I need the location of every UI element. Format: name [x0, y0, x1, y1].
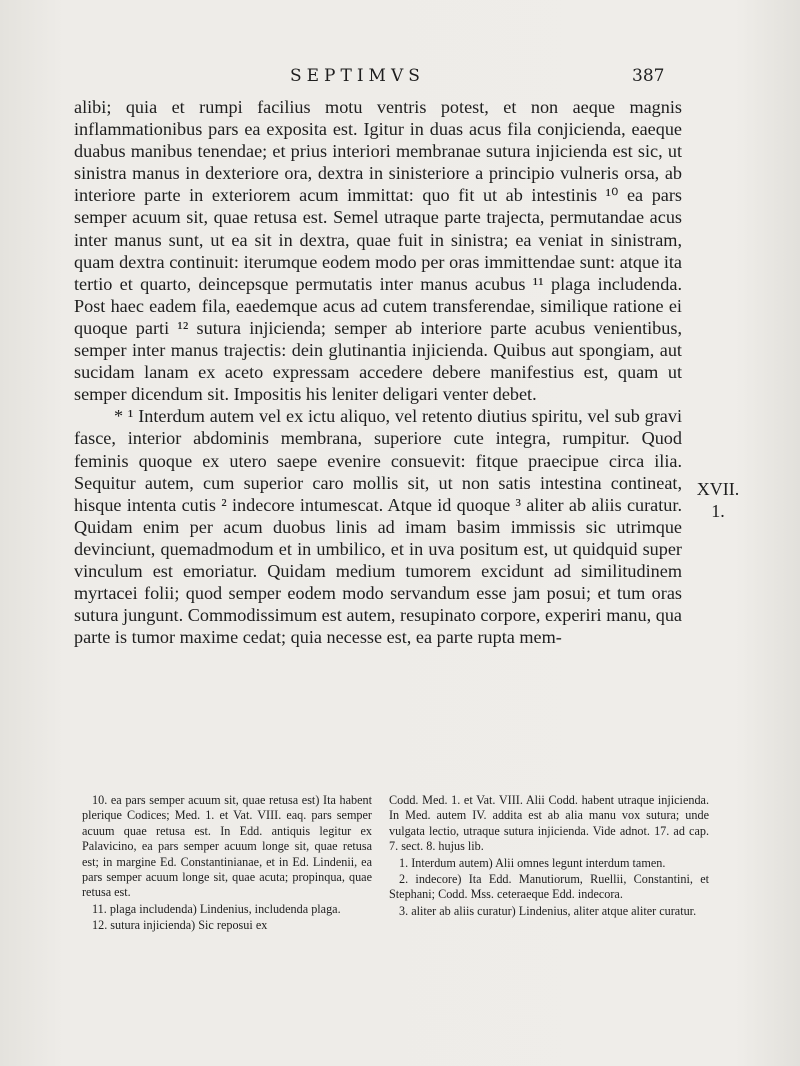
- footnote-12-continued: Codd. Med. 1. et Vat. VIII. Alii Codd. habent utraque injicienda. In Med. autem IV. addita est ab alia manu vox sutura; unde vulgata lectio, utraque sutura injicienda. Vide adnot. 17. ad cap. 7. sect. 8. hujus lib.: [389, 793, 709, 854]
- footnote-1: 1. Interdum autem) Alii omnes legunt interdum tamen.: [399, 855, 666, 870]
- paragraph-2: * ¹ Interdum autem vel ex ictu aliquo, vel retento diutius spiritu, vel sub gravi fasce, interior abdominis membrana, superiore cute integra, rumpitur. Quod feminis quoque ex utero saepe evenire consuevit: fitque praecipue circa ilia. Sequitur autem, cum superior caro mollis sit, ut non satis intestina contineat, hisque intenta cutis ² indecore intumescat. Atque id quoque ³ aliter ab aliis curatur. Quidam enim per acum duobus linis ad imam basim immissis sic utrimque devinciunt, quemadmodum et in umbilico, et in uva positum est, ut quidquid super vinculum est emoriatur. Quidam medium tumorem excidunt ad similitudinem myrtacei folii; quod semper eodem modo servandum esse jam posui; et tum oras sutura jungunt. Commodissimum est autem, resupinato corpore, experiri manu, qua parte is tumor maxime cedat; quia necesse est, ea parte rupta mem-: [74, 406, 682, 648]
- footnote-12: 12. sutura injicienda) Sic reposui ex: [92, 918, 268, 933]
- footnote-10: 10. ea pars semper acuum sit, quae retusa est) Ita habent plerique Codices; Med. 1. et Vat. VIII. eaq. pars semper acuum quae retusa est. In Edd. antiquis legitur ex Palavicino, ea pars semper acuum longe sit, quae retusa est; in margine Ed. Constantinianae, et in Ed. Lindenii, ea pars semper acuum longe sit, quae acuta; propinqua, quae retusa est.: [82, 793, 372, 900]
- footnotes-right-column: [389, 793, 709, 919]
- footnote-11: 11. plaga includenda) Lindenius, includenda plaga.: [92, 901, 341, 916]
- footnotes-left-column: [82, 793, 372, 934]
- footnote-2: 2. indecore) Ita Edd. Manutiorum, Ruellii, Constantini, et Stephani; Codd. Mss. ceteraeque Edd. indecora.: [389, 872, 709, 902]
- margin-note: [688, 478, 748, 522]
- paragraph-1: alibi; quia et rumpi facilius motu ventris potest, et non aeque magnis inflammationibus pars ea exposita est. Igitur in duas acus fila conjicienda, eaeque duabus manibus tenendae; et prius interiori membranae sutura injicienda est sic, ut sinistra manus in dexteriore ora, dextra in sinisteriore a principio vulneris orsa, ab interiore parte in exteriorem acum immittat: quo fit ut ab intestinis ¹⁰ ea pars semper acuum sit, quae retusa est. Semel utraque parte trajecta, permutandae acus inter manus sunt, ut ea sit in dextra, quae fuit in sinistra; ea veniat in sinistram, quam dextra continuit: iterumque eodem modo per oras immittendae sunt: atque ita tertio et quarto, deincepsque permutatis inter manus acubus ¹¹ plaga includenda. Post haec eadem fila, eaedemque acus ad cutem transferendae, similique ratione ei quoque parti ¹² sutura injicienda; semper ab interiore parte acubus venientibus, semper inter manus trajectis: dein glutinantia injicienda. Quibus aut spongiam, aut sucidam lanam ex aceto expressam accedere debere manifestius est, quam ut semper dicendum sit. Impositis his leniter deligari venter debet.: [74, 97, 682, 405]
- running-title: SEPTIMVS: [290, 66, 425, 86]
- page-number: 387: [632, 66, 665, 86]
- footnote-3: 3. aliter ab aliis curatur) Lindenius, aliter atque aliter curatur.: [399, 903, 697, 918]
- footnotes: [82, 793, 722, 1023]
- running-head: [0, 66, 800, 90]
- main-text: [74, 96, 682, 648]
- margin-section-number: 1.: [711, 501, 725, 521]
- margin-chapter-number: XVII.: [696, 479, 740, 499]
